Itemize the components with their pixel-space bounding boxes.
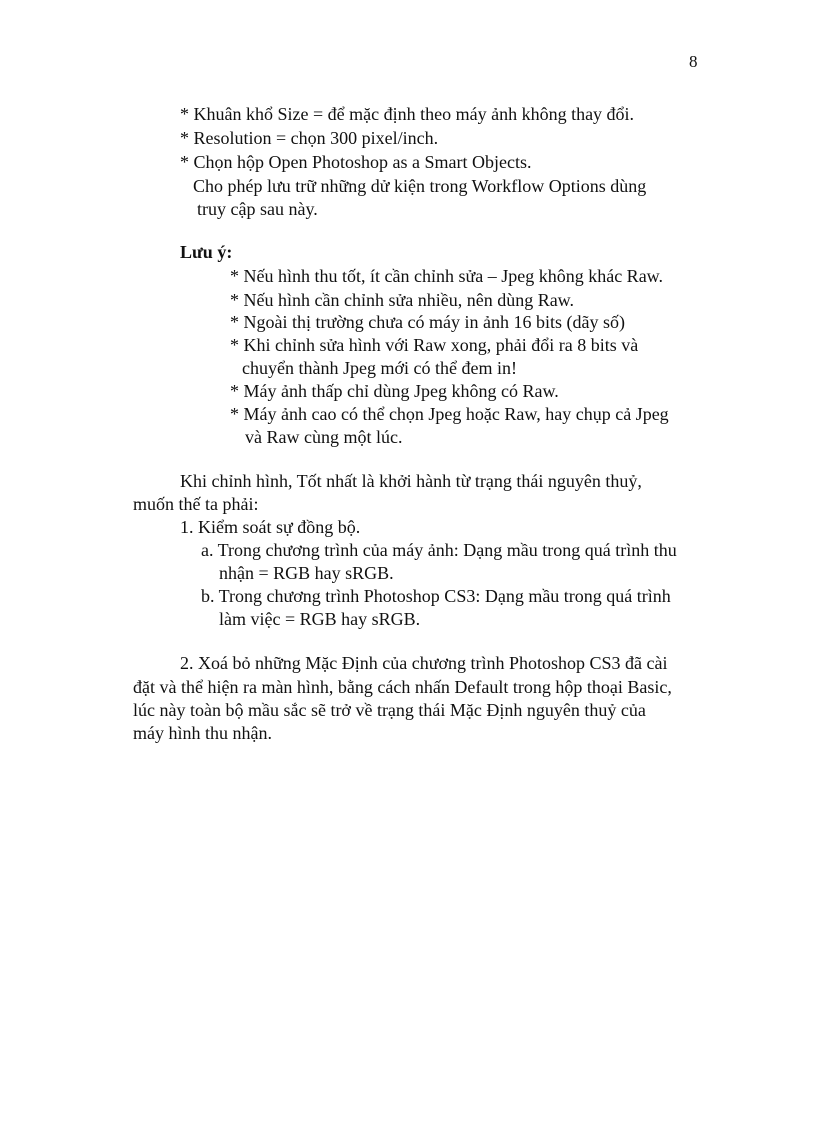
settings-item: * Chọn hộp Open Photoshop as a Smart Objects.	[180, 152, 532, 172]
note-heading: Lưu ý:	[180, 242, 233, 262]
step-1-sub: nhận = RGB hay sRGB.	[219, 563, 394, 583]
step-2-paragraph: lúc này toàn bộ mầu sắc sẽ trở về trạng thái Mặc Định nguyên thuỷ của	[133, 700, 646, 720]
note-item: * Khi chỉnh sửa hình với Raw xong, phải đổi ra 8 bits và	[230, 335, 639, 355]
step-1-title: 1. Kiểm soát sự đồng bộ.	[180, 517, 361, 537]
note-item: * Máy ảnh thấp chỉ dùng Jpeg không có Raw.	[230, 381, 559, 401]
smart-objects-note: truy cập sau này.	[197, 199, 318, 219]
step-1-sub: b. Trong chương trình Photoshop CS3: Dạng mầu trong quá trình	[201, 586, 671, 606]
intro-paragraph: muốn thế ta phải:	[133, 494, 259, 514]
intro-paragraph: Khi chỉnh hình, Tốt nhất là khởi hành từ trạng thái nguyên thuỷ,	[180, 471, 642, 491]
settings-item: * Khuân khổ Size = để mặc định theo máy ảnh không thay đổi.	[180, 104, 635, 124]
note-item: và Raw cùng một lúc.	[245, 427, 403, 447]
page-number: 8	[689, 52, 698, 71]
step-1-sub: a. Trong chương trình của máy ảnh: Dạng mầu trong quá trình thu	[201, 540, 677, 560]
note-item: * Máy ảnh cao có thể chọn Jpeg hoặc Raw, hay chụp cả Jpeg	[230, 404, 669, 424]
step-2-paragraph: đặt và thể hiện ra màn hình, bằng cách nhấn Default trong hộp thoại Basic,	[133, 677, 672, 697]
settings-item: * Resolution = chọn 300 pixel/inch.	[180, 128, 439, 148]
step-2-paragraph: 2. Xoá bỏ những Mặc Định của chương trình Photoshop CS3 đã cài	[180, 653, 668, 673]
smart-objects-note: Cho phép lưu trữ những dử kiện trong Workflow Options dùng	[193, 176, 647, 196]
note-item: chuyển thành Jpeg mới có thể đem in!	[242, 358, 517, 378]
step-2-paragraph: máy hình thu nhận.	[133, 723, 272, 743]
note-item: * Nếu hình cần chỉnh sửa nhiều, nên dùng Raw.	[230, 290, 575, 310]
note-item: * Ngoài thị trường chưa có máy in ảnh 16 bits (dãy số)	[230, 312, 625, 332]
step-1-sub: làm việc = RGB hay sRGB.	[219, 609, 421, 629]
note-item: * Nếu hình thu tốt, ít cần chỉnh sửa – Jpeg không khác Raw.	[230, 266, 664, 286]
